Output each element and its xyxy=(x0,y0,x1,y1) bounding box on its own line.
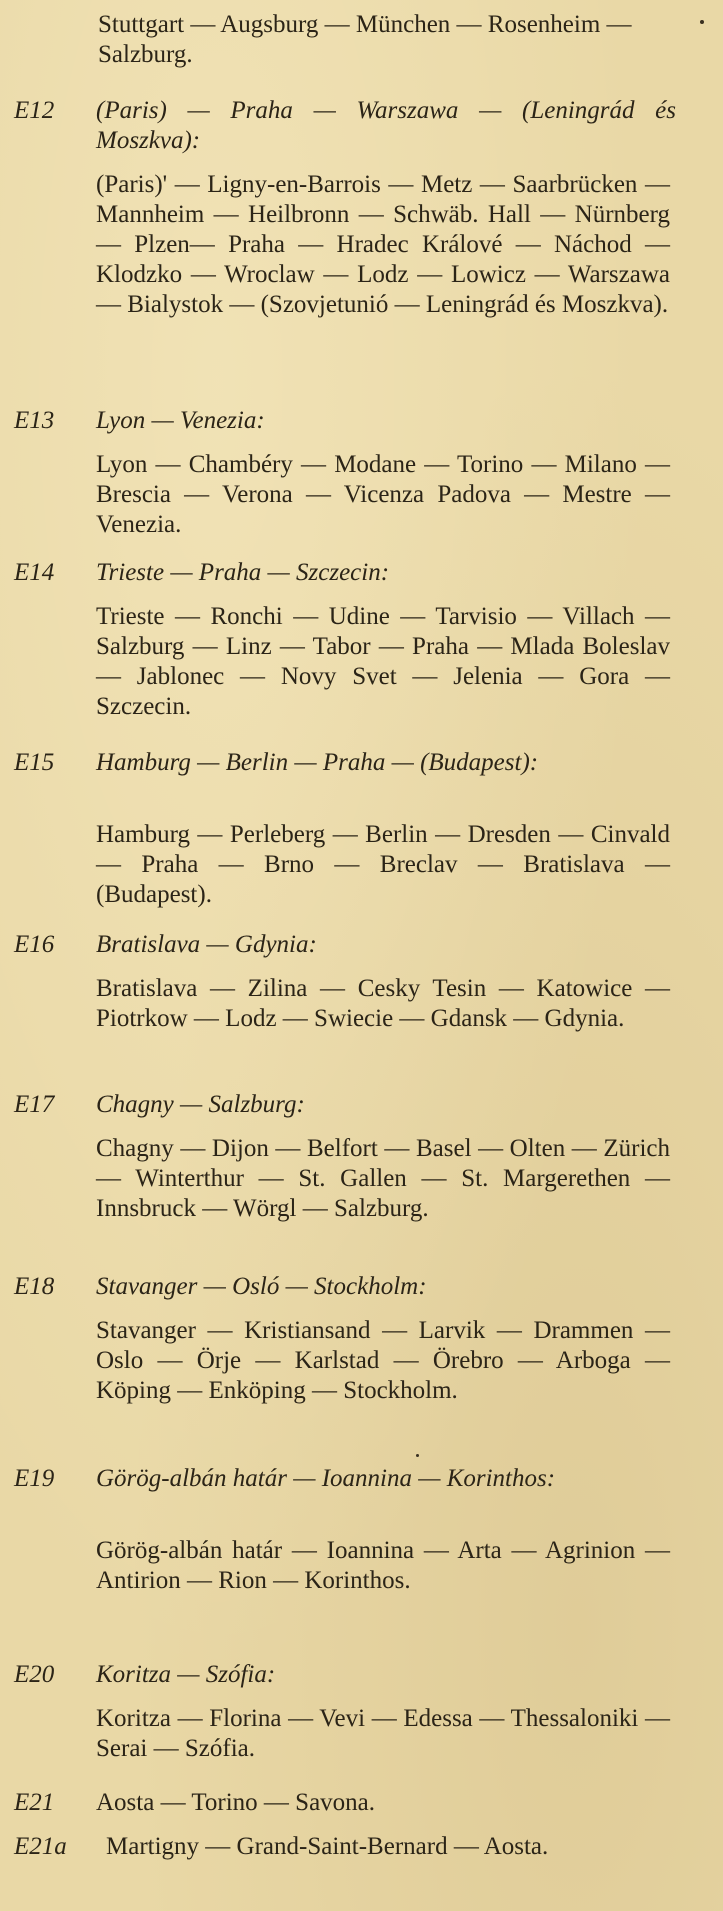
route-code: E19 xyxy=(14,1465,55,1492)
route-stations: Aosta — Torino — Savona. xyxy=(96,1789,376,1816)
route-stations: Görög-albán határ — Ioannina — Arta — Agrinion — Antirion — Rion — Korinthos. xyxy=(96,1537,670,1594)
route-stations: Hamburg — Perleberg — Berlin — Dresden — Cinvald — Praha — Brno — Breclav — Bratislava — (Budapest). xyxy=(96,821,670,908)
speck-mark xyxy=(700,20,704,24)
route-code: E18 xyxy=(14,1273,55,1300)
route-stations: Chagny — Dijon — Belfort — Basel — Olten — Zürich — Winterthur — St. Gallen — St. Margerethen — Innsbruck — Wörgl — Salzburg. xyxy=(96,1135,670,1222)
route-stations: (Paris)' — Ligny-en-Barrois — Metz — Saarbrücken — Mannheim — Heilbronn — Schwäb. Hall — Nürnberg — Plzen— Praha — Hradec Králové — Náchod — Klodzko — Wroclaw — Lodz — Lowicz — Warszawa — Bialystok — (Szovjetunió — Leningrád és Moszkva). xyxy=(96,171,670,318)
route-code: E13 xyxy=(14,407,55,434)
route-code: E14 xyxy=(14,559,55,586)
route-stations: Martigny — Grand-Saint-Bernard — Aosta. xyxy=(106,1833,549,1860)
route-stations: Lyon — Chambéry — Modane — Torino — Milano — Brescia — Verona — Vicenza Padova — Mestre — Venezia. xyxy=(96,451,670,538)
route-code: E17 xyxy=(14,1091,55,1118)
route-heading: Lyon — Venezia: xyxy=(96,407,265,434)
route-heading: Bratislava — Gdynia: xyxy=(96,931,317,958)
route-heading: (Paris) — Praha — Warszawa — (Leningrád és Moszkva): xyxy=(96,97,676,154)
route-heading: Koritza — Szófia: xyxy=(96,1661,276,1688)
route-code: E15 xyxy=(14,749,55,776)
route-heading: Chagny — Salzburg: xyxy=(96,1091,305,1118)
route-code: E12 xyxy=(14,97,55,124)
route-code: E16 xyxy=(14,931,55,958)
route-code: E20 xyxy=(14,1661,55,1688)
route-code: E21 xyxy=(14,1789,55,1816)
route-stations: Koritza — Florina — Vevi — Edessa — Thessaloniki — Serai — Szófia. xyxy=(96,1705,670,1762)
route-heading: Stavanger — Osló — Stockholm: xyxy=(96,1273,427,1300)
route-stations: Bratislava — Zilina — Cesky Tesin — Katowice — Piotrkow — Lodz — Swiecie — Gdansk — Gdynia. xyxy=(96,975,670,1032)
route-stations: Stavanger — Kristiansand — Larvik — Drammen — Oslo — Örje — Karlstad — Örebro — Arboga — Köping — Enköping — Stockholm. xyxy=(96,1317,670,1404)
intro-text: Stuttgart — Augsburg — München — Rosenheim — Salzburg. xyxy=(98,11,632,68)
route-stations: Trieste — Ronchi — Udine — Tarvisio — Villach — Salzburg — Linz — Tabor — Praha — Mlada Boleslav — Jablonec — Novy Svet — Jelenia — Gora — Szczecin. xyxy=(96,603,670,720)
speck-mark xyxy=(416,1454,419,1457)
route-heading: Görög-albán határ — Ioannina — Korinthos: xyxy=(96,1465,556,1492)
route-heading: Trieste — Praha — Szczecin: xyxy=(96,559,390,586)
route-code: E21a xyxy=(14,1833,67,1860)
route-heading: Hamburg — Berlin — Praha — (Budapest): xyxy=(96,749,539,776)
